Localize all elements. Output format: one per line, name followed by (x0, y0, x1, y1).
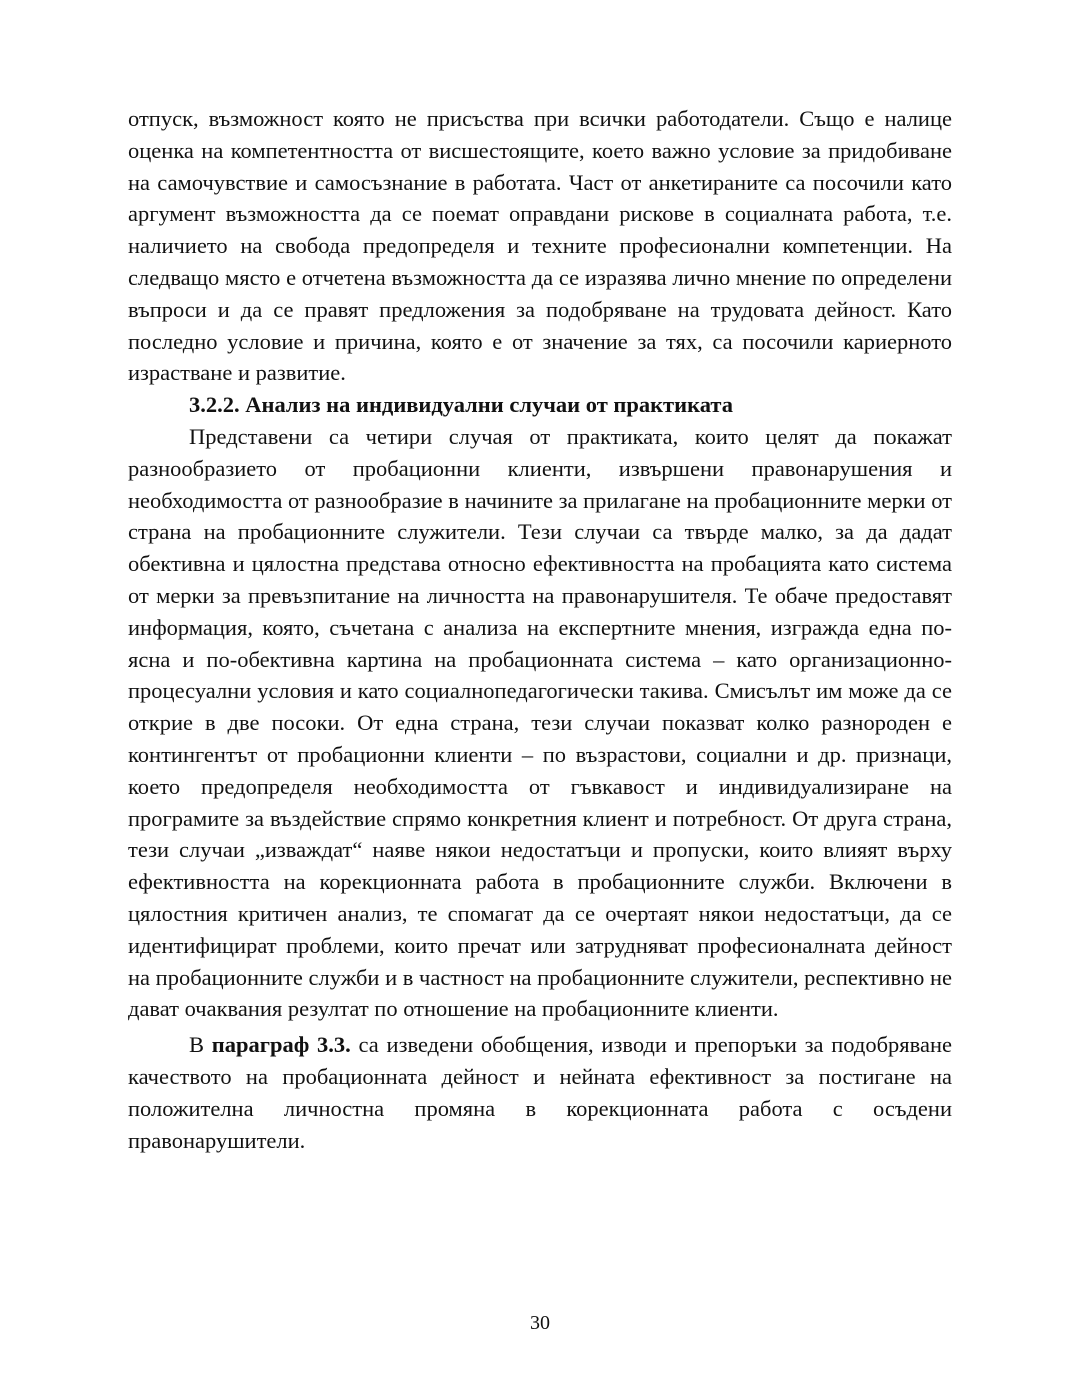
section-reference: параграф 3.3. (211, 1032, 351, 1058)
paragraph-rest: са изведени обобщения, изводи и препоръки за подобряване качеството на пробационната дейност и нейната ефективност за постигане на положителна личностна промяна в корекционната работа с осъдени правонарушители. (128, 1032, 952, 1153)
paragraph-case-analysis: Представени са четири случая от практиката, които целят да покажат разнообразието от пробационни клиенти, извършени правонарушения и необходимостта от разнообразие в начините за прилагане на пробационните мерки от страна на пробационните служители. Тези случаи са твърде малко, за да дадат обективна и цялостна представа относно ефективността на пробацията като система от мерки за превъзпитание на личността на правонарушителя. Те обаче предоставят информация, която, съчетана с анализа на експертните мнения, изгражда една по-ясна и по-обективна картина на пробационната система – като организационно-процесуални условия и като социалнопедагогически такива. Смисълът им може да се открие в две посоки. От една страна, тези случаи показват колко разнороден е контингентът от пробационни клиенти – по възрастови, социални и др. признаци, което предопределя необходимостта от гъвкавост и индивидуализиране на програмите за въздействие спрямо конкретния клиент и потребност. От друга страна, тези случаи „изваждат“ наяве някои недостатъци и пропуски, които влияят върху ефективността на корекционната работа в пробационните служби. Включени в цялостния критичен анализ, те спомагат да се очертаят някои недостатъци, да се идентифицират проблеми, които пречат или затрудняват професионалната дейност на пробационните служби и в частност на пробационните служители, респективно не дават очаквания резултат по отношение на пробационните клиенти. (128, 423, 952, 1022)
paragraph-continuation: отпуск, възможност която не присъства при всички работодатели. Също е налице оценка на компетентността от висшестоящите, което важно условие за придобиване на самочувствие и самосъзнание в работата. Част от анкетираните са посочили като аргумент възможността да се поемат оправдани рискове в социалната работа, т.е. наличието на свобода предопределя и техните професионални компетенции. На следващо място е отчетена възможността да се изразява лично мнение по определени въпроси и да се правят предложения за подобряване на трудовата дейност. Като последно условие и причина, която е от значение за тях, са посочили кариерното израстване и развитие. (128, 106, 952, 386)
paragraph-section-reference (128, 1029, 952, 1156)
paragraph-lead: В (189, 1032, 212, 1058)
section-heading: 3.2.2. Анализ на индивидуални случаи от практиката (189, 392, 733, 418)
page-number: 30 (530, 1312, 550, 1334)
page-body (128, 103, 952, 1156)
